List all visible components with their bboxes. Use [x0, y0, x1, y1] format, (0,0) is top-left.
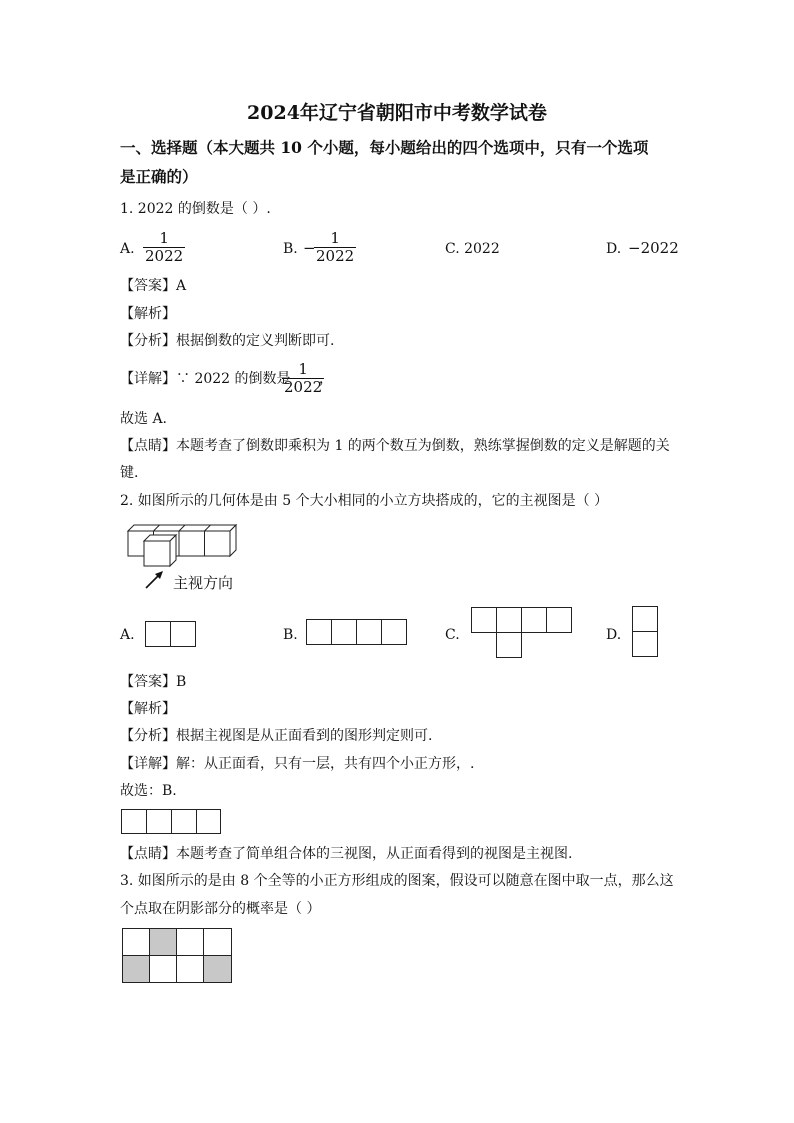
q2-option-b-label: B.: [283, 627, 298, 643]
grid-cell-shaded: [122, 955, 150, 983]
q1-option-b-denominator: 2022: [316, 247, 355, 265]
grid-cell: [122, 928, 150, 956]
square-cell: [521, 607, 547, 633]
square-cell: [171, 809, 197, 834]
section-heading-line1: 一、选择题（本大题共 10 个小题，每小题给出的四个选项中，只有一个选项: [120, 138, 649, 157]
square-cell: [121, 809, 147, 834]
grid-cell: [149, 955, 177, 983]
square-cell: [306, 619, 332, 645]
square-cell: [546, 607, 572, 633]
q1-option-a-denominator: 2022: [145, 247, 184, 265]
q2-direction-label: 主视方向: [173, 574, 234, 592]
grid-cell-shaded: [149, 928, 177, 956]
square-cell: [381, 619, 407, 645]
page-title: 2024年辽宁省朝阳市中考数学试卷: [247, 102, 547, 124]
q1-xiangjie-denominator: 2022: [284, 378, 323, 396]
grid-cell: [203, 928, 232, 956]
q2-option-a-label: A.: [120, 627, 135, 643]
q1-answer: 【答案】A: [120, 278, 187, 294]
square-cell: [496, 632, 522, 658]
square-cell: [196, 809, 221, 834]
q1-option-a-label: A.: [120, 241, 135, 257]
q1-option-b-label: B.: [283, 241, 298, 257]
q1-stem: 1. 2022 的倒数是（ ）.: [120, 201, 271, 217]
q2-dianjing: 【点睛】本题考查了简单组合体的三视图，从正面看得到的视图是主视图.: [120, 846, 573, 862]
q2-option-c-label: C.: [445, 627, 460, 643]
square-cell: [331, 619, 357, 645]
square-cell: [632, 606, 658, 632]
q1-xiangjie-comma: ，: [319, 371, 333, 387]
q1-dianjing-line2: 键.: [120, 465, 139, 481]
q1-option-a-fraction: [143, 230, 185, 265]
q1-option-b-numerator: 1: [330, 229, 340, 247]
q2-answer: 【答案】B: [120, 674, 187, 690]
q1-fenxi: 【分析】根据倒数的定义判断即可.: [120, 333, 335, 349]
grid-cell-shaded: [203, 955, 232, 983]
q1-jiexi: 【解析】: [120, 306, 176, 322]
square-cell: [145, 621, 171, 647]
square-cell: [496, 607, 522, 633]
q1-xiangjie-fraction: [282, 361, 324, 396]
q1-option-b-fraction: [314, 230, 356, 265]
q3-stem-line2: 个点取在阴影部分的概率是（ ）: [120, 901, 321, 917]
q1-option-d-label: D.: [606, 241, 622, 257]
q1-xiangjie: 【详解】∵ 2022 的倒数是: [120, 371, 291, 387]
square-cell: [632, 631, 658, 657]
q1-option-a-numerator: 1: [159, 229, 169, 247]
square-cell: [471, 607, 497, 633]
q2-fenxi: 【分析】根据主视图是从正面看到的图形判定则可.: [120, 728, 433, 744]
q1-xiangjie-numerator: 1: [298, 360, 308, 378]
q2-option-d-label: D.: [606, 627, 622, 643]
q1-guxuan: 故选 A.: [120, 411, 168, 427]
q1-option-c: C. 2022: [445, 241, 500, 257]
q3-stem-line1: 3. 如图所示的是由 8 个全等的小正方形组成的图案，假设可以随意在图中取一点，那么这: [120, 873, 674, 889]
section-heading-line2: 是正确的）: [120, 167, 198, 186]
square-cell: [170, 621, 196, 647]
square-cell: [146, 809, 172, 834]
q2-xiangjie: 【详解】解：从正面看，只有一层，共有四个小正方形，.: [120, 756, 475, 772]
grid-cell: [176, 955, 204, 983]
q2-guxuan: 故选：B.: [120, 783, 177, 799]
q1-option-b-sign: −: [303, 239, 316, 257]
q1-option-d-value: −2022: [628, 239, 679, 257]
square-cell: [356, 619, 382, 645]
q1-dianjing-line1: 【点睛】本题考查了倒数即乘积为 1 的两个数互为倒数，熟练掌握倒数的定义是解题的关: [120, 438, 670, 454]
q2-stem: 2. 如图所示的几何体是由 5 个大小相同的小立方块搭成的，它的主视图是（ ）: [120, 493, 609, 509]
q2-jiexi: 【解析】: [120, 701, 176, 717]
grid-cell: [176, 928, 204, 956]
